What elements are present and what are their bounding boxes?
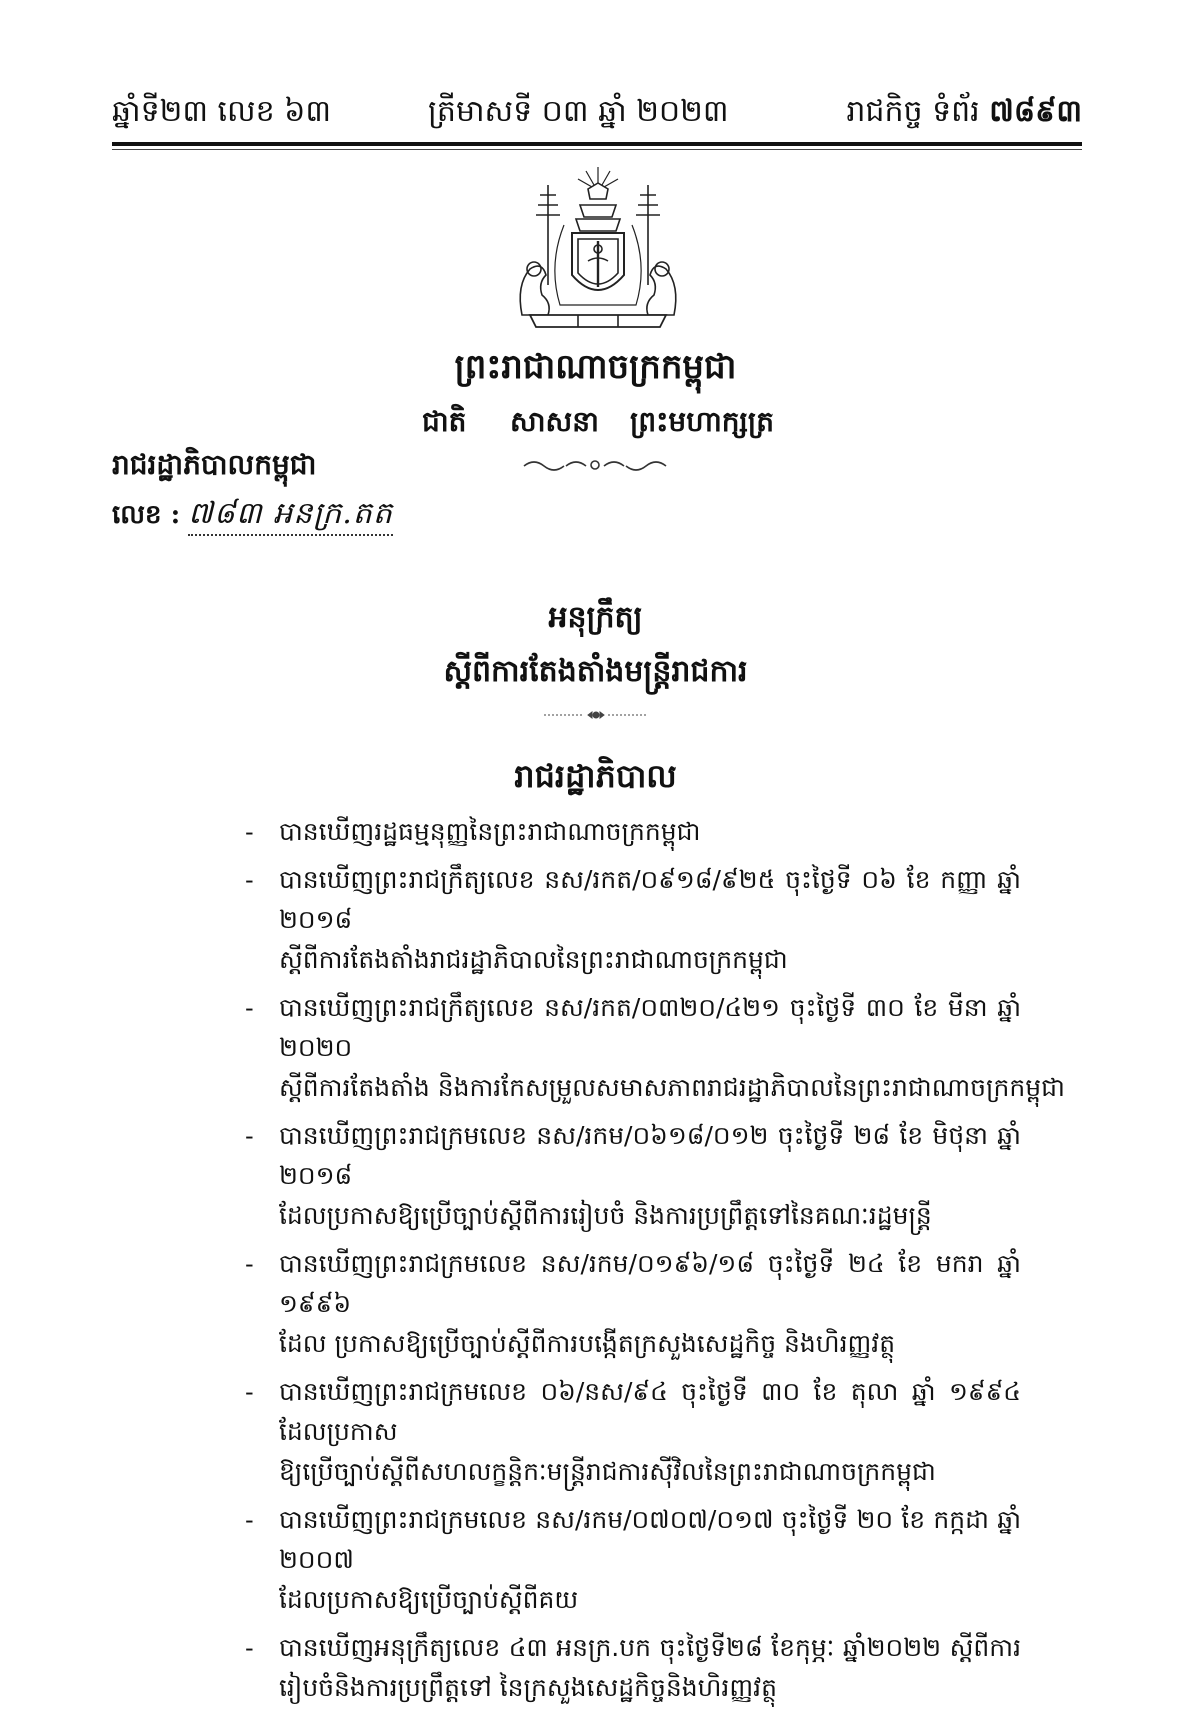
bullet-dash: - [245,1122,254,1150]
item-line: បានឃើញអនុក្រឹត្យលេខ ៤៣ អនក្រ.បក ចុះថ្ងៃទី២៨ ខែកុម្ភៈ ឆ្នាំ២០២២ ស្តីពីការ [279,1633,1021,1662]
item-line: ស្តីពីការតែងតាំងរាជរដ្ឋាភិបាលនៃព្រះរាជាណាចក្រកម្ពុជា [279,945,788,974]
bullet-dash: - [245,1250,254,1278]
item-line: បានឃើញព្រះរាជក្រមលេខ នស/រកម/០៦១៨/០១២ ចុះថ្ងៃទី ២៨ ខែ មិថុនា ឆ្នាំ ២០១៨ [279,1121,1021,1190]
gazette-page [846,92,1082,132]
item-line: បានឃើញព្រះរាជក្រមលេខ នស/រកម/០៧០៧/០១៧ ចុះថ្ងៃទី ២០ ខែ កក្កដា ឆ្នាំ ២០០៧ [279,1505,1021,1574]
motto-king: ព្រះមហាក្សត្រ [630,405,774,438]
item-line: បានឃើញរដ្ឋធម្មនុញ្ញនៃព្រះរាជាណាចក្រកម្ពុជា [279,817,701,846]
list-item [245,1500,1021,1620]
gazette-volume: ឆ្នាំទី២៣ លេខ ៦៣ [112,94,332,129]
item-line: រៀបចំនិងការប្រព្រឹត្តទៅ នៃក្រសួងសេដ្ឋកិច្ចនិងហិរញ្ញវត្ថុ [279,1673,777,1702]
item-line: ដែល ប្រកាសឱ្យប្រើច្បាប់ស្តីពីការបង្កើតក្រសួងសេដ្ឋកិច្ច និងហិរញ្ញវត្ថុ [279,1329,896,1358]
bullet-dash: - [245,866,254,894]
bullet-dash: - [245,1634,254,1662]
list-item [245,988,1065,1108]
national-motto [400,402,820,446]
bullet-dash: - [245,994,254,1022]
item-line: បានឃើញព្រះរាជក្រមលេខ នស/រកម/០១៩៦/១៨ ចុះថ្ងៃទី ២៤ ខែ មករា ឆ្នាំ ១៩៩៦ [279,1249,1021,1318]
page-label: រាជកិច្ច ទំព័រ [846,94,980,129]
gazette-header [112,92,1082,136]
item-line: ស្តីពីការតែងតាំង និងការកែសម្រួលសមាសភាពរាជរដ្ឋាភិបាលនៃព្រះរាជាណាចក្រកម្ពុជា [279,1073,1065,1102]
item-line: ដែលប្រកាសឱ្យប្រើច្បាប់ស្តីពីការរៀបចំ និងការប្រព្រឹត្តទៅនៃគណៈរដ្ឋមន្ត្រី [279,1201,932,1230]
motto-religion: សាសនា [510,405,599,438]
page-number: ៧៨៩៣ [989,94,1082,129]
document-subject: ស្តីពីការតែងតាំងមន្ត្រីរាជការ [443,654,748,689]
handwritten-number: ៧៨៣ អនក្រ.តត [188,494,393,536]
header-rule-thin [112,149,1082,150]
body-heading: រាជរដ្ឋាភិបាល [514,757,677,795]
list-item [245,1372,1021,1492]
header-rule-thick [112,142,1082,146]
list-item [245,1628,1021,1708]
gazette-period: ត្រីមាសទី ០៣ ឆ្នាំ ២០២៣ [428,94,729,129]
royal-coat-of-arms-icon [508,165,688,335]
bullet-dash: - [245,818,254,846]
motto-ornament-icon [520,456,670,474]
document-type: អនុក្រឹត្យ [548,600,643,635]
kingdom-title: ព្រះរាជាណាចក្រកម្ពុជា [454,347,737,387]
list-item [245,860,1021,980]
subject-ornament-icon [540,709,652,721]
number-label: លេខ : [112,500,181,530]
bullet-dash: - [245,1378,254,1406]
document-number [112,494,393,538]
government-name: រាជរដ្ឋាភិបាលកម្ពុជា [112,448,317,481]
item-line: បានឃើញព្រះរាជក្រឹត្យលេខ នស/រកត/០៣២០/៤២១ ចុះថ្ងៃទី ៣០ ខែ មីនា ឆ្នាំ ២០២០ [279,993,1021,1062]
list-item [245,1244,1021,1364]
item-line: បានឃើញព្រះរាជក្រមលេខ ០៦/នស/៩៤ ចុះថ្ងៃទី ៣០ ខែ តុលា ឆ្នាំ ១៩៩៤ ដែលប្រកាស [279,1377,1021,1446]
list-item [245,1116,1021,1236]
item-line: ឱ្យប្រើច្បាប់ស្តីពីសហលក្ខន្តិកៈមន្ត្រីរាជការស៊ីវិលនៃព្រះរាជាណាចក្រកម្ពុជា [279,1457,936,1486]
list-item [245,812,1021,852]
item-line: ដែលប្រកាសឱ្យប្រើច្បាប់ស្តីពីគយ [279,1585,579,1614]
item-line: បានឃើញព្រះរាជក្រឹត្យលេខ នស/រកត/០៩១៨/៩២៥ ចុះថ្ងៃទី ០៦ ខែ កញ្ញា ឆ្នាំ ២០១៨ [279,865,1021,934]
motto-nation: ជាតិ [422,405,467,438]
bullet-dash: - [245,1506,254,1534]
considerations-list [245,812,1065,1716]
